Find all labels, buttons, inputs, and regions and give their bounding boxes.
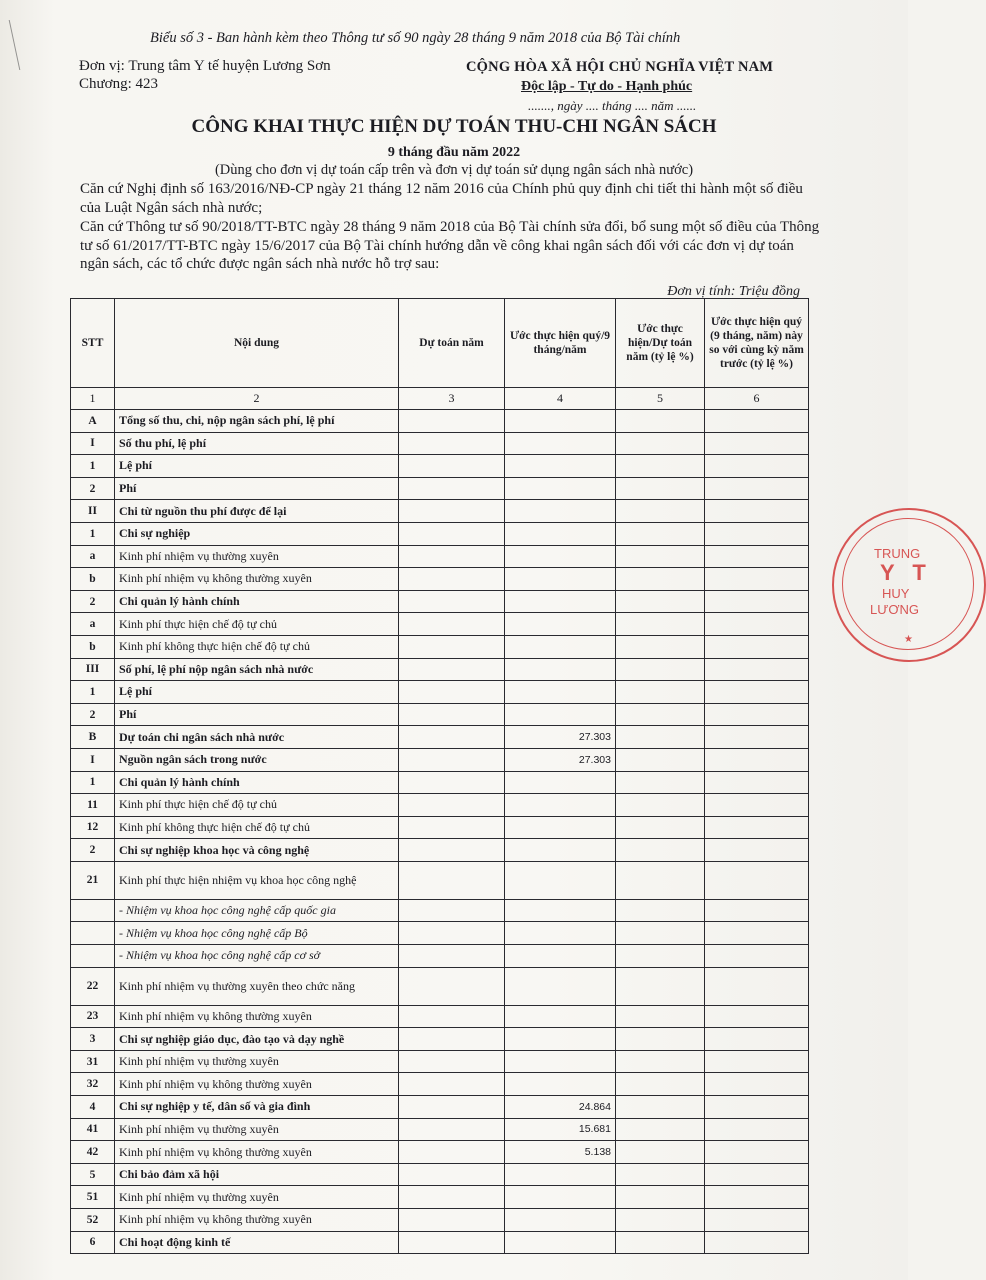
row-ratio-previous-year: [705, 477, 809, 500]
row-ratio-previous-year: [705, 613, 809, 636]
row-estimated-actual: 15.681: [505, 1118, 616, 1141]
row-content: Tổng số thu, chi, nộp ngân sách phí, lệ phí: [115, 410, 399, 433]
row-content: Kinh phí nhiệm vụ không thường xuyên: [115, 568, 399, 591]
row-ratio-estimate: [616, 1231, 705, 1254]
table-row: [71, 839, 809, 862]
row-stt: b: [71, 568, 115, 591]
row-annual-estimate: [399, 1096, 505, 1119]
row-estimated-actual: [505, 410, 616, 433]
row-ratio-previous-year: [705, 635, 809, 658]
row-estimated-actual: [505, 861, 616, 899]
row-stt: III: [71, 658, 115, 681]
row-annual-estimate: [399, 1118, 505, 1141]
row-annual-estimate: [399, 568, 505, 591]
row-content: Lệ phí: [115, 455, 399, 478]
row-content: Nguồn ngân sách trong nước: [115, 748, 399, 771]
row-annual-estimate: [399, 899, 505, 922]
table-row: [71, 635, 809, 658]
row-estimated-actual: [505, 1050, 616, 1073]
table-row: [71, 568, 809, 591]
row-estimated-actual: [505, 545, 616, 568]
table-row: [71, 590, 809, 613]
row-stt: 12: [71, 816, 115, 839]
row-ratio-previous-year: [705, 545, 809, 568]
row-stt: 2: [71, 477, 115, 500]
row-ratio-estimate: [616, 522, 705, 545]
table-row: [71, 545, 809, 568]
table-header-row: [71, 299, 809, 388]
row-annual-estimate: [399, 839, 505, 862]
row-ratio-estimate: [616, 945, 705, 968]
row-annual-estimate: [399, 455, 505, 478]
header-stt: STT: [71, 299, 115, 388]
row-ratio-estimate: [616, 1073, 705, 1096]
row-annual-estimate: [399, 967, 505, 1005]
row-content: Kinh phí nhiệm vụ không thường xuyên: [115, 1073, 399, 1096]
row-stt: 1: [71, 522, 115, 545]
row-ratio-previous-year: [705, 590, 809, 613]
row-ratio-estimate: [616, 568, 705, 591]
row-ratio-previous-year: [705, 500, 809, 523]
row-ratio-estimate: [616, 681, 705, 704]
table-row: [71, 861, 809, 899]
row-annual-estimate: [399, 771, 505, 794]
row-content: Kinh phí không thực hiện chế độ tự chủ: [115, 635, 399, 658]
row-ratio-previous-year: [705, 1050, 809, 1073]
row-annual-estimate: [399, 1005, 505, 1028]
row-ratio-estimate: [616, 794, 705, 817]
row-ratio-estimate: [616, 1096, 705, 1119]
table-row: [71, 1141, 809, 1164]
row-stt: 2: [71, 703, 115, 726]
table-row: [71, 681, 809, 704]
row-estimated-actual: [505, 1209, 616, 1232]
legal-basis-circular: Căn cứ Thông tư số 90/2018/TT-BTC ngày 28 tháng 9 năm 2018 của Bộ Tài chính sửa đổi, bổ sung một số điều của Thông tư số 61/2017/TT-BTC ngày 15/6/2017 của Bộ Tài chính hướng dẫn về công khai ngân sách đối với các đơn vị dự toán ngân sách, các tổ chức được ngân sách nhà nước hỗ trợ sau:: [80, 219, 820, 272]
row-ratio-previous-year: [705, 1141, 809, 1164]
row-content: Số thu phí, lệ phí: [115, 432, 399, 455]
row-ratio-previous-year: [705, 1163, 809, 1186]
row-content: Kinh phí nhiệm vụ không thường xuyên: [115, 1005, 399, 1028]
row-stt: 42: [71, 1141, 115, 1164]
row-ratio-estimate: [616, 816, 705, 839]
row-stt: 2: [71, 839, 115, 862]
row-estimated-actual: [505, 590, 616, 613]
row-stt: 51: [71, 1186, 115, 1209]
table-row: [71, 613, 809, 636]
row-stt: I: [71, 748, 115, 771]
row-content: Chi sự nghiệp giáo dục, đào tạo và dạy nghề: [115, 1028, 399, 1051]
row-estimated-actual: [505, 922, 616, 945]
row-ratio-estimate: [616, 1118, 705, 1141]
table-row: [71, 703, 809, 726]
row-ratio-previous-year: [705, 1005, 809, 1028]
seal-star-icon: ★: [904, 634, 913, 645]
row-ratio-estimate: [616, 635, 705, 658]
row-stt: 2: [71, 590, 115, 613]
date-line: ......., ngày .... tháng .... năm ......: [528, 98, 697, 113]
row-content: - Nhiệm vụ khoa học công nghệ cấp quốc gia: [115, 899, 399, 922]
column-number: 1: [71, 388, 115, 410]
issuing-unit: Đơn vị: Trung tâm Y tế huyện Lương Sơn: [79, 58, 331, 74]
row-ratio-previous-year: [705, 1096, 809, 1119]
row-estimated-actual: [505, 703, 616, 726]
row-stt: [71, 922, 115, 945]
row-ratio-estimate: [616, 1005, 705, 1028]
row-annual-estimate: [399, 590, 505, 613]
row-content: Kinh phí nhiệm vụ thường xuyên theo chức năng: [115, 967, 399, 1005]
national-title: CỘNG HÒA XÃ HỘI CHỦ NGHĨA VIỆT NAM: [466, 59, 774, 75]
row-ratio-estimate: [616, 703, 705, 726]
official-seal: [832, 508, 986, 662]
row-stt: 21: [71, 861, 115, 899]
row-annual-estimate: [399, 922, 505, 945]
row-ratio-previous-year: [705, 658, 809, 681]
row-estimated-actual: [505, 967, 616, 1005]
row-annual-estimate: [399, 1028, 505, 1051]
row-stt: A: [71, 410, 115, 433]
row-ratio-estimate: [616, 545, 705, 568]
row-ratio-estimate: [616, 455, 705, 478]
table-row: [71, 522, 809, 545]
row-annual-estimate: [399, 410, 505, 433]
row-estimated-actual: [505, 613, 616, 636]
column-number: 4: [505, 388, 616, 410]
column-number-row: [71, 388, 809, 410]
row-ratio-estimate: [616, 1186, 705, 1209]
row-stt: I: [71, 432, 115, 455]
row-estimated-actual: [505, 1231, 616, 1254]
row-annual-estimate: [399, 635, 505, 658]
row-ratio-previous-year: [705, 455, 809, 478]
row-estimated-actual: [505, 794, 616, 817]
row-estimated-actual: [505, 1028, 616, 1051]
row-ratio-previous-year: [705, 771, 809, 794]
row-stt: a: [71, 613, 115, 636]
row-annual-estimate: [399, 477, 505, 500]
row-content: Kinh phí thực hiện chế độ tự chủ: [115, 613, 399, 636]
row-estimated-actual: [505, 1005, 616, 1028]
legal-basis-decree: Căn cứ Nghị định số 163/2016/NĐ-CP ngày 21 tháng 12 năm 2016 của Chính phủ quy định chi tiết thi hành một số điều của Luật Ngân sách nhà nước;: [80, 181, 803, 216]
row-estimated-actual: [505, 568, 616, 591]
row-ratio-previous-year: [705, 1186, 809, 1209]
row-content: Kinh phí không thực hiện chế độ tự chủ: [115, 816, 399, 839]
row-estimated-actual: [505, 839, 616, 862]
header-annual-estimate: Dự toán năm: [399, 299, 505, 388]
table-row: [71, 410, 809, 433]
row-ratio-estimate: [616, 500, 705, 523]
table-row: [71, 1186, 809, 1209]
row-ratio-estimate: [616, 613, 705, 636]
row-ratio-previous-year: [705, 1231, 809, 1254]
row-estimated-actual: [505, 658, 616, 681]
row-ratio-previous-year: [705, 899, 809, 922]
row-estimated-actual: [505, 681, 616, 704]
row-ratio-estimate: [616, 771, 705, 794]
currency-unit-note: Đơn vị tính: Triệu đồng: [667, 284, 800, 299]
row-estimated-actual: [505, 771, 616, 794]
row-ratio-previous-year: [705, 1118, 809, 1141]
row-annual-estimate: [399, 1231, 505, 1254]
table-row: [71, 899, 809, 922]
row-annual-estimate: [399, 1163, 505, 1186]
table-row: [71, 794, 809, 817]
row-content: Chi quản lý hành chính: [115, 590, 399, 613]
table-row: [71, 726, 809, 749]
row-estimated-actual: 5.138: [505, 1141, 616, 1164]
table-row: [71, 748, 809, 771]
row-ratio-previous-year: [705, 726, 809, 749]
row-ratio-previous-year: [705, 748, 809, 771]
row-estimated-actual: 27.303: [505, 748, 616, 771]
table-row: [71, 455, 809, 478]
row-stt: 4: [71, 1096, 115, 1119]
row-ratio-estimate: [616, 432, 705, 455]
seal-text: LƯƠNG: [870, 602, 919, 617]
row-annual-estimate: [399, 613, 505, 636]
header-content: Nội dung: [115, 299, 399, 388]
table-row: [71, 771, 809, 794]
table-row: [71, 432, 809, 455]
row-stt: 11: [71, 794, 115, 817]
row-estimated-actual: [505, 522, 616, 545]
table-row: [71, 1163, 809, 1186]
seal-text: TRUNG: [874, 546, 921, 561]
row-stt: 23: [71, 1005, 115, 1028]
seal-text: Y T: [880, 560, 932, 585]
table-row: [71, 658, 809, 681]
row-content: Kinh phí nhiệm vụ thường xuyên: [115, 1050, 399, 1073]
row-annual-estimate: [399, 945, 505, 968]
row-ratio-previous-year: [705, 861, 809, 899]
table-row: [71, 1073, 809, 1096]
table-row: [71, 945, 809, 968]
row-ratio-estimate: [616, 1050, 705, 1073]
row-ratio-estimate: [616, 410, 705, 433]
report-period: 9 tháng đầu năm 2022: [387, 145, 521, 160]
row-stt: a: [71, 545, 115, 568]
row-annual-estimate: [399, 681, 505, 704]
row-annual-estimate: [399, 861, 505, 899]
row-ratio-estimate: [616, 899, 705, 922]
row-annual-estimate: [399, 658, 505, 681]
row-content: Chi hoạt động kinh tế: [115, 1231, 399, 1254]
header-ratio-estimate: Ước thực hiện/Dự toán năm (tỷ lệ %): [616, 299, 705, 388]
row-estimated-actual: [505, 635, 616, 658]
column-number: 6: [705, 388, 809, 410]
row-estimated-actual: 24.864: [505, 1096, 616, 1119]
column-number: 5: [616, 388, 705, 410]
row-estimated-actual: [505, 1163, 616, 1186]
usage-note: (Dùng cho đơn vị dự toán cấp trên và đơn vị dự toán sử dụng ngân sách nhà nước): [214, 162, 694, 178]
row-stt: 41: [71, 1118, 115, 1141]
row-estimated-actual: [505, 1186, 616, 1209]
table-row: [71, 500, 809, 523]
row-annual-estimate: [399, 500, 505, 523]
budget-chapter: Chương: 423: [79, 76, 158, 92]
row-ratio-estimate: [616, 477, 705, 500]
row-ratio-estimate: [616, 1163, 705, 1186]
row-content: Kinh phí nhiệm vụ thường xuyên: [115, 545, 399, 568]
row-estimated-actual: [505, 432, 616, 455]
row-content: Số phí, lệ phí nộp ngân sách nhà nước: [115, 658, 399, 681]
row-stt: [71, 945, 115, 968]
row-content: Kinh phí nhiệm vụ thường xuyên: [115, 1186, 399, 1209]
row-ratio-estimate: [616, 726, 705, 749]
row-estimated-actual: [505, 899, 616, 922]
row-estimated-actual: [505, 477, 616, 500]
row-ratio-previous-year: [705, 410, 809, 433]
row-ratio-previous-year: [705, 794, 809, 817]
row-ratio-previous-year: [705, 522, 809, 545]
row-stt: 1: [71, 771, 115, 794]
table-row: [71, 1209, 809, 1232]
row-ratio-estimate: [616, 922, 705, 945]
row-ratio-previous-year: [705, 568, 809, 591]
row-stt: 1: [71, 681, 115, 704]
row-content: Chi sự nghiệp y tế, dân số và gia đình: [115, 1096, 399, 1119]
row-content: Chi sự nghiệp: [115, 522, 399, 545]
page-fold-mark: [0, 20, 20, 70]
row-annual-estimate: [399, 794, 505, 817]
row-ratio-estimate: [616, 861, 705, 899]
row-content: Kinh phí nhiệm vụ thường xuyên: [115, 1118, 399, 1141]
row-ratio-previous-year: [705, 922, 809, 945]
row-annual-estimate: [399, 522, 505, 545]
row-content: Lệ phí: [115, 681, 399, 704]
row-stt: 5: [71, 1163, 115, 1186]
table-row: [71, 1096, 809, 1119]
row-estimated-actual: [505, 1073, 616, 1096]
table-row: [71, 1118, 809, 1141]
row-estimated-actual: 27.303: [505, 726, 616, 749]
row-ratio-estimate: [616, 748, 705, 771]
row-ratio-estimate: [616, 658, 705, 681]
row-ratio-estimate: [616, 1028, 705, 1051]
row-annual-estimate: [399, 1209, 505, 1232]
row-stt: 52: [71, 1209, 115, 1232]
row-ratio-previous-year: [705, 839, 809, 862]
table-row: [71, 922, 809, 945]
row-ratio-previous-year: [705, 681, 809, 704]
row-ratio-previous-year: [705, 1028, 809, 1051]
row-annual-estimate: [399, 1186, 505, 1209]
table-row: [71, 967, 809, 1005]
row-content: Phí: [115, 703, 399, 726]
row-ratio-previous-year: [705, 703, 809, 726]
row-content: Chi sự nghiệp khoa học và công nghệ: [115, 839, 399, 862]
national-motto: Độc lập - Tự do - Hạnh phúc: [521, 79, 693, 94]
row-annual-estimate: [399, 816, 505, 839]
row-content: Kinh phí nhiệm vụ không thường xuyên: [115, 1141, 399, 1164]
row-content: Chi từ nguồn thu phí được để lại: [115, 500, 399, 523]
table-row: [71, 1231, 809, 1254]
row-content: Chi bảo đảm xã hội: [115, 1163, 399, 1186]
row-stt: II: [71, 500, 115, 523]
row-content: Phí: [115, 477, 399, 500]
row-annual-estimate: [399, 1141, 505, 1164]
row-content: Kinh phí thực hiện nhiệm vụ khoa học công nghệ: [115, 861, 399, 899]
row-stt: [71, 899, 115, 922]
row-ratio-estimate: [616, 839, 705, 862]
table-row: [71, 477, 809, 500]
row-annual-estimate: [399, 703, 505, 726]
row-ratio-estimate: [616, 1141, 705, 1164]
form-number: Biểu số 3 - Ban hành kèm theo Thông tư số 90 ngày 28 tháng 9 năm 2018 của Bộ Tài chính: [150, 30, 681, 46]
column-number: 2: [115, 388, 399, 410]
row-annual-estimate: [399, 432, 505, 455]
document-title: CÔNG KHAI THỰC HIỆN DỰ TOÁN THU-CHI NGÂN SÁCH: [191, 116, 717, 137]
budget-table: [70, 298, 809, 1254]
row-ratio-previous-year: [705, 432, 809, 455]
column-number: 3: [399, 388, 505, 410]
header-ratio-previous-year: Ước thực hiện quý (9 tháng, năm) này so với cùng kỳ năm trước (tỷ lệ %): [705, 299, 809, 388]
row-stt: 31: [71, 1050, 115, 1073]
row-ratio-estimate: [616, 1209, 705, 1232]
row-estimated-actual: [505, 500, 616, 523]
row-annual-estimate: [399, 545, 505, 568]
row-content: Kinh phí thực hiện chế độ tự chủ: [115, 794, 399, 817]
row-estimated-actual: [505, 945, 616, 968]
row-annual-estimate: [399, 726, 505, 749]
seal-text: HUY: [882, 586, 910, 601]
row-ratio-estimate: [616, 590, 705, 613]
row-annual-estimate: [399, 1050, 505, 1073]
row-content: - Nhiệm vụ khoa học công nghệ cấp cơ sở: [115, 945, 399, 968]
row-content: Dự toán chi ngân sách nhà nước: [115, 726, 399, 749]
table-row: [71, 816, 809, 839]
row-stt: 3: [71, 1028, 115, 1051]
row-ratio-previous-year: [705, 967, 809, 1005]
row-annual-estimate: [399, 1073, 505, 1096]
row-ratio-previous-year: [705, 816, 809, 839]
row-stt: B: [71, 726, 115, 749]
row-stt: b: [71, 635, 115, 658]
row-ratio-previous-year: [705, 945, 809, 968]
table-row: [71, 1028, 809, 1051]
row-ratio-estimate: [616, 967, 705, 1005]
table-row: [71, 1050, 809, 1073]
row-estimated-actual: [505, 816, 616, 839]
row-annual-estimate: [399, 748, 505, 771]
row-content: Chi quản lý hành chính: [115, 771, 399, 794]
row-ratio-previous-year: [705, 1209, 809, 1232]
row-stt: 1: [71, 455, 115, 478]
row-content: - Nhiệm vụ khoa học công nghệ cấp Bộ: [115, 922, 399, 945]
row-content: Kinh phí nhiệm vụ không thường xuyên: [115, 1209, 399, 1232]
row-estimated-actual: [505, 455, 616, 478]
table-row: [71, 1005, 809, 1028]
row-ratio-previous-year: [705, 1073, 809, 1096]
row-stt: 22: [71, 967, 115, 1005]
row-stt: 32: [71, 1073, 115, 1096]
header-estimated-actual: Ước thực hiện quý/9 tháng/năm: [505, 299, 616, 388]
row-stt: 6: [71, 1231, 115, 1254]
